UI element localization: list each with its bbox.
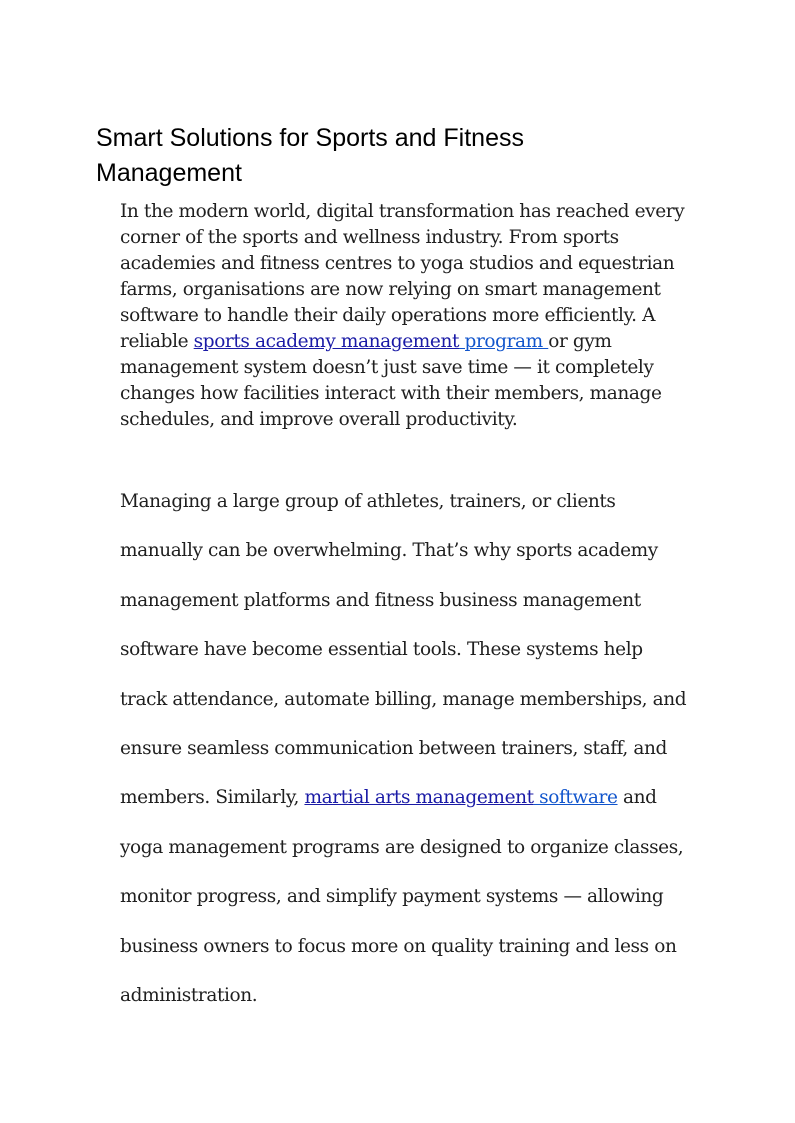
- intro-line-suffix: or gym: [548, 331, 612, 352]
- program-link[interactable]: program: [459, 331, 549, 352]
- body-line: ensure seamless communication between trainers, staff, and: [120, 738, 667, 760]
- intro-line: management system doesn’t just save time — it completely: [120, 357, 654, 378]
- body-line-prefix: members. Similarly,: [120, 787, 305, 809]
- body-line: administration.: [120, 985, 258, 1007]
- intro-line-prefix: reliable: [120, 331, 194, 352]
- intro-line: software to handle their daily operations more efficiently. A: [120, 305, 656, 326]
- body-line: software have become essential tools. These systems help: [120, 639, 643, 661]
- body-line: business owners to focus more on quality training and less on: [120, 935, 677, 957]
- body-line: management platforms and fitness business management: [120, 589, 641, 611]
- intro-line: In the modern world, digital transformation has reached every: [120, 201, 685, 222]
- martial-arts-management-link[interactable]: martial arts management: [304, 787, 534, 809]
- sports-academy-management-link[interactable]: sports academy management: [193, 331, 460, 352]
- page-title: Smart Solutions for Sports and Fitness Management: [96, 124, 524, 187]
- intro-line: academies and fitness centres to yoga studios and equestrian: [120, 253, 675, 274]
- body-line-with-link: [120, 773, 695, 822]
- intro-line-with-link: [120, 329, 685, 355]
- body-line: manually can be overwhelming. That’s why sports academy: [120, 540, 658, 562]
- body-line: track attendance, automate billing, manage memberships, and: [120, 688, 687, 710]
- body-line: monitor progress, and simplify payment systems — allowing: [120, 886, 664, 908]
- software-link[interactable]: software: [533, 787, 618, 809]
- intro-paragraph: [120, 199, 685, 433]
- intro-line: farms, organisations are now relying on smart management: [120, 279, 661, 300]
- body-line: Managing a large group of athletes, trainers, or clients: [120, 491, 616, 512]
- intro-line: corner of the sports and wellness industry. From sports: [120, 227, 619, 248]
- body-line-suffix: and: [617, 787, 657, 809]
- intro-line: schedules, and improve overall productivity.: [120, 409, 518, 430]
- body-paragraph: [120, 477, 695, 1020]
- intro-line: changes how facilities interact with their members, manage: [120, 383, 662, 404]
- body-line: yoga management programs are designed to organize classes,: [120, 836, 684, 858]
